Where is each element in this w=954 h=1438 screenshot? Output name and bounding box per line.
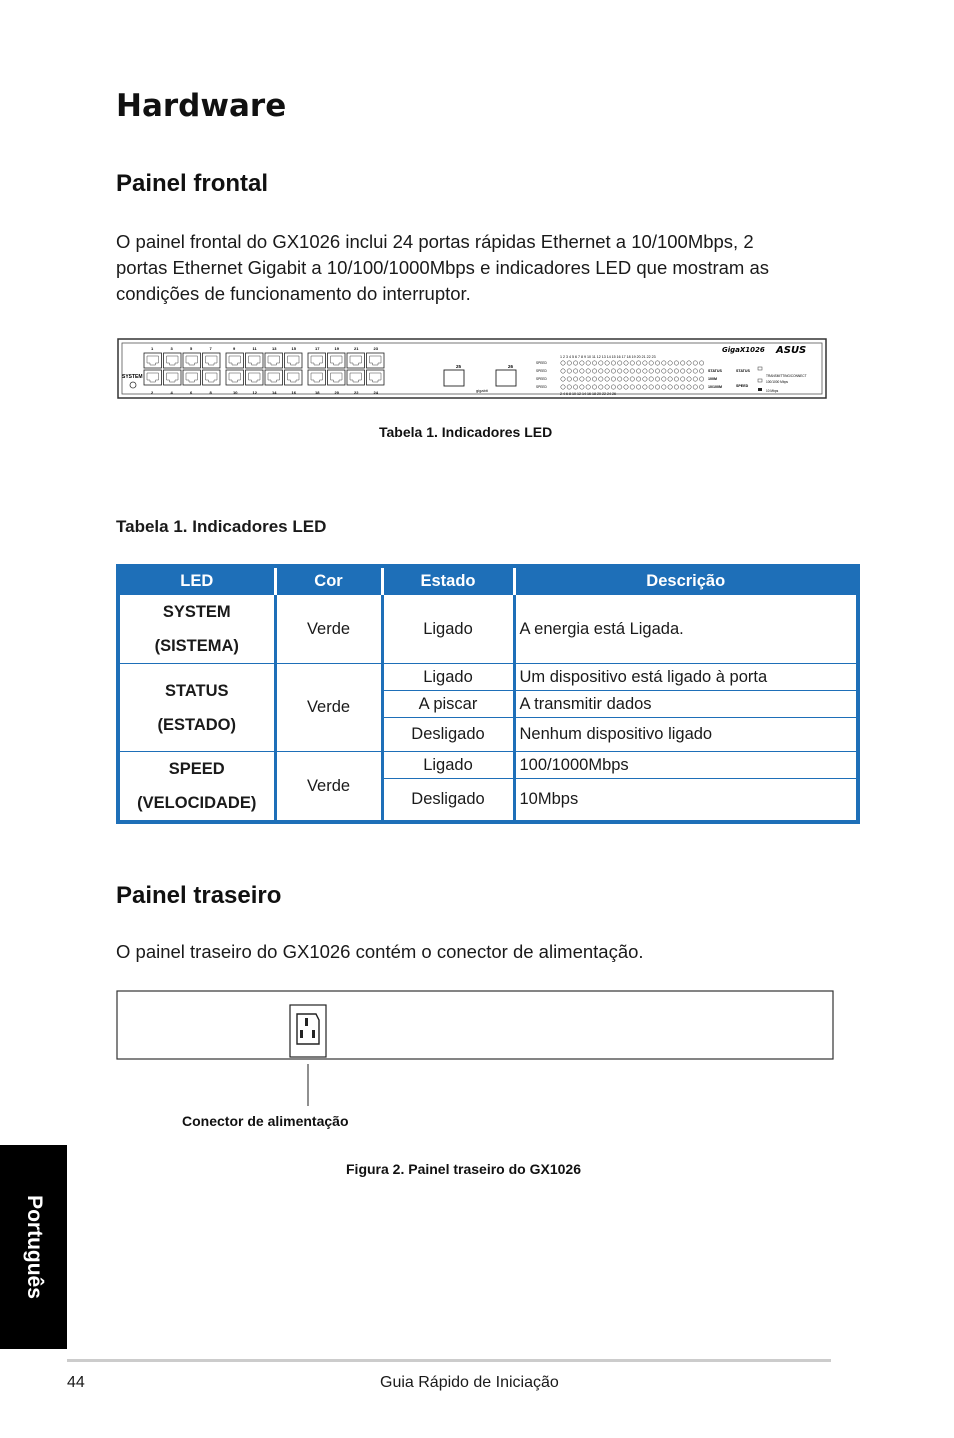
gigabit-label: gigabit	[476, 388, 488, 393]
table-row	[118, 664, 858, 691]
front-panel-caption: Tabela 1. Indicadores LED	[379, 424, 553, 440]
status-led-icon	[758, 367, 762, 370]
led-indicator	[586, 385, 590, 389]
led-indicator	[573, 361, 577, 365]
led-indicator	[649, 385, 653, 389]
legend-speed-off: 10 Mbps	[766, 389, 779, 393]
front-panel-paragraph-line: condições de funcionamento do interruptor.	[116, 283, 471, 304]
led-indicator	[624, 361, 628, 365]
port-number-label: 9	[233, 346, 236, 351]
ethernet-port	[144, 353, 162, 368]
estado-cell: Desligado	[382, 779, 514, 822]
led-indicator	[618, 377, 622, 381]
led-indicator	[636, 361, 640, 365]
gigabit-port-26	[496, 370, 516, 386]
led-row-label: SPEED	[536, 361, 547, 365]
led-indicator	[592, 361, 596, 365]
led-name-translation: (SISTEMA)	[154, 637, 239, 655]
port-number-label: 5	[190, 346, 193, 351]
led-indicator	[655, 361, 659, 365]
led-indicator	[599, 385, 603, 389]
led-name-translation: (VELOCIDADE)	[137, 794, 257, 812]
ethernet-port	[285, 353, 303, 368]
led-indicator	[693, 377, 697, 381]
ethernet-port	[265, 353, 283, 368]
descricao-cell: A energia está Ligada.	[514, 595, 858, 664]
speed-led-off-icon	[758, 388, 762, 391]
led-indicator	[636, 377, 640, 381]
led-indicator	[699, 361, 703, 365]
port-number-label: 6	[190, 390, 193, 395]
led-indicator	[643, 361, 647, 365]
led-indicator	[618, 385, 622, 389]
led-indicator	[599, 377, 603, 381]
led-name: SPEED	[168, 760, 225, 778]
system-label: SYSTEM	[122, 374, 143, 380]
status-label: STATUS	[736, 369, 750, 373]
led-indicator	[580, 377, 584, 381]
descricao-cell: Um dispositivo está ligado à porta	[514, 664, 858, 691]
led-indicator	[580, 369, 584, 373]
led-indicator	[643, 377, 647, 381]
ethernet-port	[183, 353, 201, 368]
led-indicator-table	[116, 564, 860, 824]
language-tab-label: Português	[22, 1195, 46, 1299]
led-row-label: SPEED	[536, 369, 547, 373]
page-title: Hardware	[116, 88, 287, 124]
led-indicator	[687, 377, 691, 381]
led-indicator	[567, 369, 571, 373]
led-indicator	[567, 361, 571, 365]
page-number: 44	[67, 1374, 85, 1391]
legend-status-text: TRANSMITTING/CONNECT	[766, 374, 807, 378]
led-indicator	[630, 369, 634, 373]
led-indicator	[567, 385, 571, 389]
descricao-cell: 10Mbps	[514, 779, 858, 822]
cor-cell: Verde	[275, 595, 382, 664]
led-indicator	[630, 361, 634, 365]
led-indicator	[573, 369, 577, 373]
led-indicator	[592, 385, 596, 389]
led-indicator	[580, 385, 584, 389]
port-number-label: 17	[315, 346, 320, 351]
ethernet-port	[308, 353, 326, 368]
led-indicator	[674, 385, 678, 389]
led-indicator	[611, 361, 615, 365]
port-number-label: 15	[291, 346, 296, 351]
led-row-label: SPEED	[536, 377, 547, 381]
legend-10-100m-label: 10/100M	[708, 385, 722, 389]
port-number-label: 1	[151, 346, 154, 351]
port-number-label: 24	[373, 390, 378, 395]
ethernet-port	[226, 370, 244, 385]
port-number-label: 23	[373, 346, 378, 351]
ethernet-port	[265, 370, 283, 385]
led-indicator	[580, 361, 584, 365]
led-indicator	[599, 361, 603, 365]
descricao-cell: A transmitir dados	[514, 691, 858, 718]
descricao-cell: Nenhum dispositivo ligado	[514, 718, 858, 752]
led-indicator	[674, 361, 678, 365]
led-indicator	[592, 377, 596, 381]
port-number-label: 16	[291, 390, 296, 395]
led-indicator	[599, 369, 603, 373]
port-number-label: 7	[209, 346, 212, 351]
led-indicator	[699, 385, 703, 389]
led-top-numbers: 1 2 3 4 5 6 7 8 9 10 11 12 13 14 15 16 17 18 19 20 21 22 23	[560, 355, 656, 359]
port-number-label: 10	[233, 390, 238, 395]
port-number-label: 4	[170, 390, 173, 395]
asus-logo: ASUS	[776, 345, 807, 356]
led-indicator	[611, 369, 615, 373]
led-indicator	[624, 377, 628, 381]
led-indicator	[668, 385, 672, 389]
ethernet-port	[367, 370, 385, 385]
led-cell-system	[118, 595, 275, 664]
estado-cell: Ligado	[382, 664, 514, 691]
ethernet-port	[164, 353, 182, 368]
led-cell-status	[118, 664, 275, 752]
led-bottom-numbers: 2 4 6 8 10 12 14 16 18 20 22 24 26	[560, 392, 616, 396]
led-indicator	[662, 361, 666, 365]
led-name: SYSTEM	[162, 603, 231, 621]
led-indicator	[693, 361, 697, 365]
led-indicator	[649, 377, 653, 381]
ethernet-port	[203, 370, 221, 385]
led-indicator	[561, 369, 565, 373]
ethernet-port	[308, 370, 326, 385]
led-indicator	[611, 385, 615, 389]
port-number-label: 14	[272, 390, 277, 395]
led-indicator	[655, 369, 659, 373]
estado-cell: Ligado	[382, 595, 514, 664]
led-indicator	[643, 369, 647, 373]
led-indicator	[573, 377, 577, 381]
led-indicator	[687, 361, 691, 365]
led-indicator	[687, 369, 691, 373]
led-indicator	[668, 361, 672, 365]
led-name-translation: (ESTADO)	[157, 715, 237, 734]
led-indicator	[636, 369, 640, 373]
led-indicator	[630, 385, 634, 389]
led-indicator	[662, 369, 666, 373]
led-indicator	[681, 385, 685, 389]
led-indicator	[693, 369, 697, 373]
table-row	[118, 752, 858, 779]
led-indicator	[649, 369, 653, 373]
led-indicator	[674, 377, 678, 381]
led-indicator	[605, 377, 609, 381]
port-number-label: 22	[354, 390, 359, 395]
ethernet-port	[246, 370, 264, 385]
rear-panel-caption: Figura 2. Painel traseiro do GX1026	[346, 1161, 581, 1177]
led-indicator	[674, 369, 678, 373]
estado-cell: A piscar	[382, 691, 514, 718]
led-indicator	[592, 369, 596, 373]
led-indicator	[668, 377, 672, 381]
led-indicator	[681, 377, 685, 381]
led-indicator	[643, 385, 647, 389]
front-panel-paragraph-line: portas Ethernet Gigabit a 10/100/1000Mbps e indicadores LED que mostram as	[116, 257, 770, 278]
port-number-label: 8	[209, 390, 212, 395]
led-indicator	[618, 369, 622, 373]
led-indicator	[655, 385, 659, 389]
estado-cell: Desligado	[382, 718, 514, 752]
led-indicator	[618, 361, 622, 365]
port-number-label: 21	[354, 346, 359, 351]
led-indicator	[567, 377, 571, 381]
legend-speed-on: 100/1000 Mbps	[766, 380, 788, 384]
front-panel-paragraph-line: O painel frontal do GX1026 inclui 24 portas rápidas Ethernet a 10/100Mbps, 2	[116, 231, 754, 252]
led-indicator	[586, 369, 590, 373]
legend-status-label: STATUS	[708, 369, 722, 373]
led-indicator	[561, 377, 565, 381]
cor-cell: Verde	[275, 664, 382, 752]
ethernet-port	[328, 370, 346, 385]
gigax-brand-logo: GigaX1026	[722, 346, 765, 354]
port-number-label: 18	[315, 390, 320, 395]
footer-divider	[67, 1359, 831, 1362]
led-name: STATUS	[164, 681, 229, 700]
port-number-label: 3	[170, 346, 173, 351]
ethernet-port	[183, 370, 201, 385]
led-cell-speed	[118, 752, 275, 823]
cor-cell: Verde	[275, 752, 382, 823]
ethernet-port	[347, 370, 365, 385]
table-row	[118, 595, 858, 664]
ethernet-port	[367, 353, 385, 368]
led-indicator	[662, 385, 666, 389]
column-header-led: LED	[118, 566, 275, 595]
language-tab	[0, 1145, 67, 1349]
led-indicator	[681, 369, 685, 373]
ethernet-port	[246, 353, 264, 368]
port-number-label: 11	[252, 346, 257, 351]
led-row-label: SPEED	[536, 385, 547, 389]
speed-label: SPEED	[736, 384, 749, 388]
gigabit-port-number: 25	[456, 364, 462, 369]
port-number-label: 13	[272, 346, 277, 351]
led-indicator	[605, 385, 609, 389]
ethernet-port	[164, 370, 182, 385]
connector-label: Conector de alimentação	[182, 1113, 349, 1129]
led-indicator	[561, 385, 565, 389]
power-connector-icon	[290, 1005, 326, 1057]
led-indicator	[655, 377, 659, 381]
led-indicator	[649, 361, 653, 365]
footer-guide-title: Guia Rápido de Iniciação	[380, 1374, 559, 1391]
port-number-label: 2	[151, 390, 154, 395]
led-indicator	[699, 377, 703, 381]
led-indicator	[624, 369, 628, 373]
ethernet-port	[347, 353, 365, 368]
ethernet-port	[226, 353, 244, 368]
rear-panel-illustration	[116, 990, 836, 1110]
column-header-estado: Estado	[382, 566, 514, 595]
port-number-label: 12	[252, 390, 257, 395]
legend-100m-label: 100M	[708, 377, 717, 381]
table-header-row	[118, 566, 858, 595]
port-number-label: 19	[334, 346, 339, 351]
led-indicator	[693, 385, 697, 389]
led-indicator	[681, 361, 685, 365]
front-panel-paragraph	[116, 229, 836, 307]
column-header-cor: Cor	[275, 566, 382, 595]
led-indicator	[668, 369, 672, 373]
led-indicator	[586, 377, 590, 381]
led-indicator	[561, 361, 565, 365]
ethernet-port	[285, 370, 303, 385]
led-indicator	[605, 369, 609, 373]
ethernet-port	[144, 370, 162, 385]
led-indicator	[687, 385, 691, 389]
rear-panel-heading: Painel traseiro	[116, 882, 282, 909]
led-indicator	[573, 385, 577, 389]
ethernet-port	[203, 353, 221, 368]
led-indicator	[699, 369, 703, 373]
led-indicator	[636, 385, 640, 389]
led-indicator	[586, 361, 590, 365]
gigabit-port-25	[444, 370, 464, 386]
led-indicator	[611, 377, 615, 381]
column-header-descricao: Descrição	[514, 566, 858, 595]
estado-cell: Ligado	[382, 752, 514, 779]
speed-led-on-icon	[758, 379, 762, 382]
port-number-label: 20	[334, 390, 339, 395]
led-indicator	[624, 385, 628, 389]
rear-panel-paragraph: O painel traseiro do GX1026 contém o conector de alimentação.	[116, 941, 644, 962]
descricao-cell: 100/1000Mbps	[514, 752, 858, 779]
led-table-title: Tabela 1. Indicadores LED	[116, 517, 327, 536]
front-panel-heading: Painel frontal	[116, 170, 269, 197]
led-indicator	[630, 377, 634, 381]
led-indicator	[605, 361, 609, 365]
front-panel-illustration	[116, 336, 830, 402]
gigabit-port-number: 26	[508, 364, 514, 369]
led-indicator	[662, 377, 666, 381]
ethernet-port	[328, 353, 346, 368]
